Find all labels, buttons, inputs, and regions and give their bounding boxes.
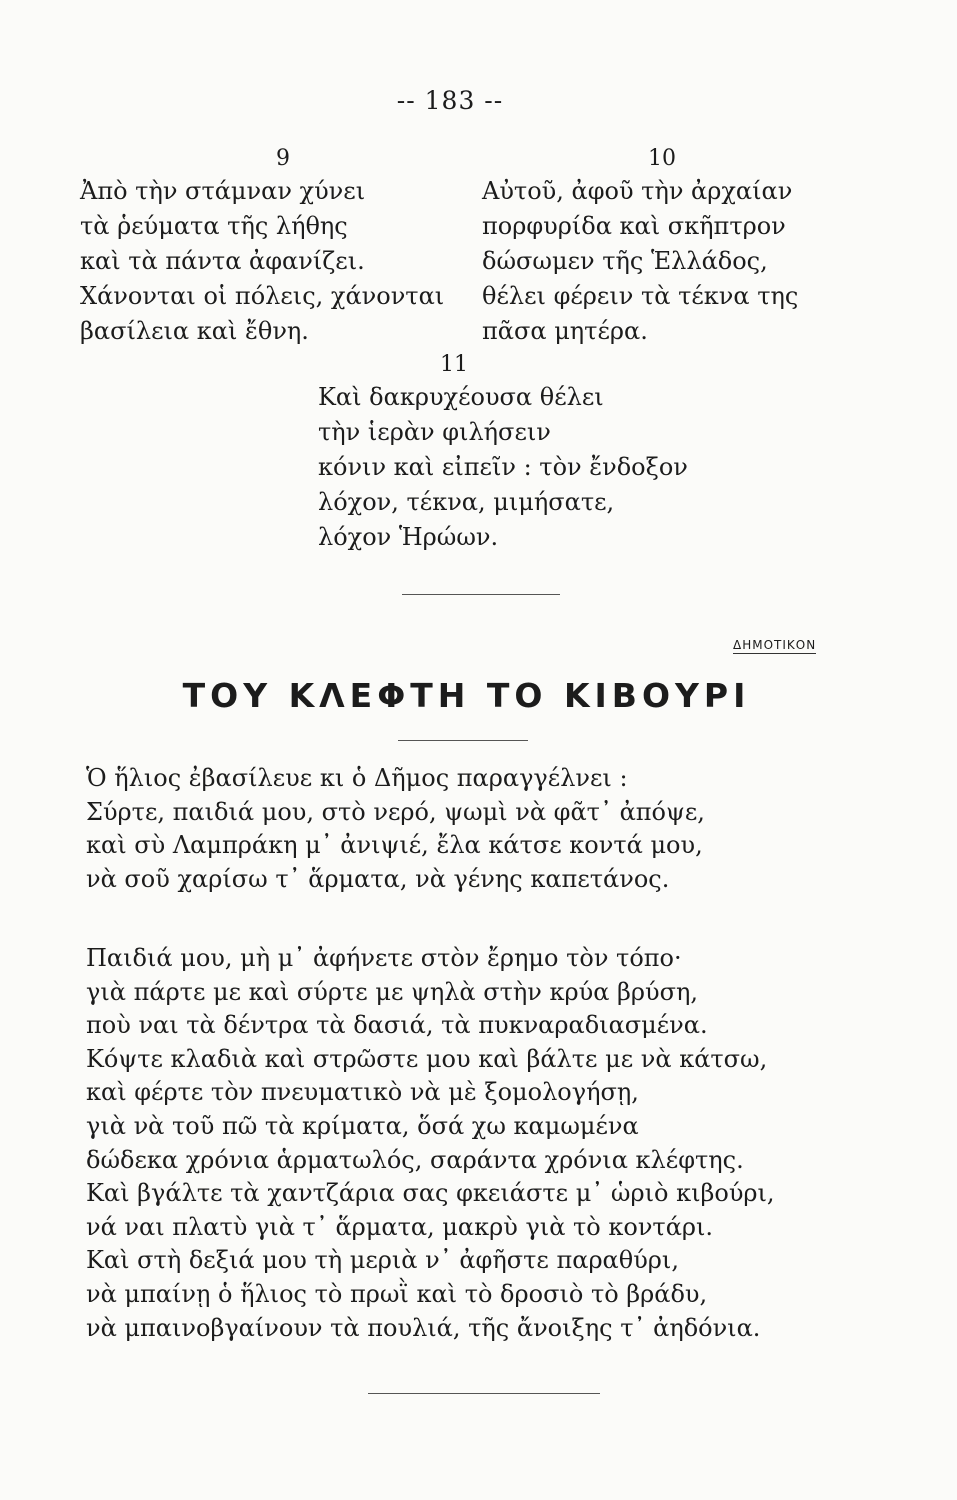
stanza-line: Αὐτοῦ, ἀφοῦ τὴν ἀρχαίαν bbox=[482, 177, 793, 205]
poem-line: Καὶ βγάλτε τὰ χαντζάρια σας φκειάστε μ᾽ ὡριὸ κιβούρι, bbox=[86, 1179, 775, 1208]
section-divider bbox=[402, 594, 560, 595]
stanza-10 bbox=[482, 174, 798, 349]
stanza-line: θέλει φέρειν τὰ τέκνα της bbox=[482, 282, 799, 310]
stanza-line: καὶ τὰ πάντα ἀφανίζει. bbox=[80, 247, 365, 275]
stanza-11 bbox=[318, 380, 688, 555]
stanza-line: τὴν ἱερὰν φιλήσειν bbox=[318, 418, 551, 446]
stanza-line: δώσωμεν τῆς Ἑλλάδος, bbox=[482, 247, 768, 275]
end-divider bbox=[368, 1393, 600, 1394]
stanza-line: λόχον Ἡρώων. bbox=[318, 523, 499, 551]
poem-line: Σύρτε, παιδιά μου, στὸ νερό, ψωμὶ νὰ φᾶτ᾽ ἀπόψε, bbox=[86, 797, 705, 826]
source-label: ΔΗΜΟΤΙΚΟΝ bbox=[733, 638, 817, 652]
poem-line: νὰ μπαινοβγαίνουν τὰ πουλιά, τῆς ἄνοιξης τ᾽ ἀηδόνια. bbox=[86, 1313, 761, 1342]
stanza-line: Χάνονται οἱ πόλεις, χάνονται bbox=[80, 282, 445, 310]
title-divider bbox=[398, 740, 528, 741]
stanza-number-10: 10 bbox=[648, 146, 676, 171]
poem-line: ποὺ ναι τὰ δέντρα τὰ δασιά, τὰ πυκναραδιασμένα. bbox=[86, 1011, 708, 1040]
stanza-line: βασίλεια καὶ ἔθνη. bbox=[80, 317, 309, 345]
poem-title: ΤΟΥ ΚΛΕΦΤΗ ΤΟ ΚΙΒΟΥΡΙ bbox=[182, 676, 751, 715]
stanza-line: λόχον, τέκνα, μιμήσατε, bbox=[318, 488, 615, 516]
poem-line: νὰ σοῦ χαρίσω τ᾽ ἅρματα, νὰ γένης καπετάνος. bbox=[86, 864, 670, 893]
stanza-number-9: 9 bbox=[276, 146, 290, 171]
stanza-line: πᾶσα μητέρα. bbox=[482, 317, 648, 345]
poem-paragraph-2 bbox=[86, 942, 775, 1345]
poem-line: Καὶ στὴ δεξιά μου τὴ μεριὰ ν᾽ ἀφῆστε παραθύρι, bbox=[86, 1246, 679, 1275]
stanza-number-11: 11 bbox=[440, 352, 468, 377]
stanza-line: πορφυρίδα καὶ σκῆπτρον bbox=[482, 212, 786, 240]
stanza-line: Καὶ δακρυχέουσα θέλει bbox=[318, 383, 604, 411]
poem-line: Παιδιά μου, μὴ μ᾽ ἀφήνετε στὸν ἔρημο τὸν τόπο· bbox=[86, 944, 682, 972]
stanza-line: Ἀπὸ τὴν στάμναν χύνει bbox=[80, 177, 366, 205]
stanza-line: κόνιν καὶ εἰπεῖν : τὸν ἔνδοξον bbox=[318, 453, 688, 481]
poem-line: Κόψτε κλαδιὰ καὶ στρῶστε μου καὶ βάλτε με νὰ κάτσω, bbox=[86, 1044, 768, 1073]
stanza-9 bbox=[80, 174, 444, 349]
poem-line: καὶ φέρτε τὸν πνευματικὸ νὰ μὲ ξομολογήσῃ, bbox=[86, 1078, 639, 1107]
poem-paragraph-1 bbox=[86, 762, 705, 896]
poem-line: γιὰ πάρτε με καὶ σύρτε με ψηλὰ στὴν κρύα βρύση, bbox=[86, 977, 699, 1006]
poem-line: νά ναι πλατὺ γιὰ τ᾽ ἅρματα, μακρὺ γιὰ τὸ κοντάρι. bbox=[86, 1212, 714, 1241]
poem-line: νὰ μπαίνῃ ὁ ἥλιος τὸ πρωῒ καὶ τὸ δροσιὸ τὸ βράδυ, bbox=[86, 1279, 708, 1308]
page-number: -- 183 -- bbox=[396, 86, 504, 115]
poem-line: Ὁ ἥλιος ἐβασίλευε κι ὁ Δῆμος παραγγέλνει : bbox=[86, 764, 628, 792]
stanza-line: τὰ ῥεύματα τῆς λήθης bbox=[80, 212, 348, 240]
poem-line: καὶ σὺ Λαμπράκη μ᾽ ἀνιψιέ, ἔλα κάτσε κοντά μου, bbox=[86, 831, 703, 860]
poem-line: δώδεκα χρόνια ἁρματωλός, σαράντα χρόνια κλέφτης. bbox=[86, 1145, 744, 1174]
poem-line: γιὰ νὰ τοῦ πῶ τὰ κρίματα, ὅσά χω καμωμένα bbox=[86, 1111, 639, 1140]
